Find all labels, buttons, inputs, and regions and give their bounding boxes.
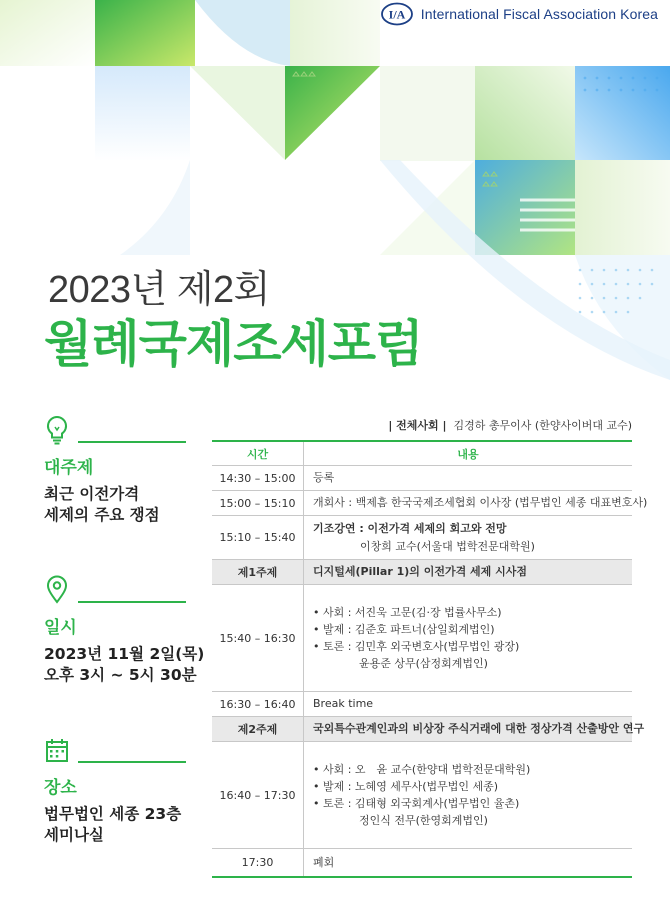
table-row (212, 849, 632, 876)
row-text: 개회사 : 백제흠 한국국제조세협회 이사장 (법무법인 세종 대표변호사) (313, 496, 648, 510)
divider (78, 761, 186, 763)
time-line: 오후 3시 ~ 5시 30분 (44, 666, 197, 685)
theme-line-2: 세제의 주요 쟁점 (44, 506, 160, 525)
session-label: 제2주제 (212, 717, 304, 741)
schedule-table (212, 440, 648, 878)
table-header (212, 442, 632, 466)
header-time: 시간 (212, 442, 304, 465)
row-time: 15:10 – 15:40 (212, 516, 304, 559)
row-time: 15:40 – 16:30 (212, 585, 304, 691)
moderator-name: 김경하 총무이사 (한양사이버대 교수) (453, 419, 632, 432)
session-2-row (212, 717, 645, 742)
theme-block (44, 415, 186, 527)
svg-text:I/A: I/A (388, 7, 406, 22)
divider (78, 441, 186, 443)
ifa-logo (379, 2, 415, 26)
org-header (379, 2, 658, 26)
row-content (304, 491, 647, 515)
table-row (212, 516, 632, 560)
moderator-line (212, 412, 632, 440)
table-row (212, 742, 632, 849)
session-1-row (212, 560, 632, 585)
row-content (304, 516, 632, 559)
moderator-label: | 전체사회 | (388, 419, 447, 432)
venue-block (44, 735, 186, 847)
row-content (304, 717, 644, 741)
row-text: Break time (313, 697, 374, 711)
row-content (304, 692, 632, 716)
moderator-entry: • 사회 : 오 윤 교수(한양대 법학전문대학원) (313, 762, 531, 776)
header-content: 내용 (457, 447, 479, 461)
row-text: 폐회 (313, 855, 335, 869)
row-time: 14:30 – 15:00 (212, 466, 304, 490)
event-title: 월례국제조세포럼 (44, 315, 423, 373)
panelist-entry: 윤용준 상무(삼정회계법인) (359, 657, 488, 671)
session-label: 제1주제 (212, 560, 304, 584)
datetime-value (44, 644, 205, 687)
event-edition-title: 2023년 제2회 (48, 269, 270, 311)
keynote-speaker: 이창희 교수(서울대 법학전문대학원) (360, 539, 535, 553)
row-time: 16:30 – 16:40 (212, 692, 304, 716)
date-line: 2023년 11월 2일(목) (44, 645, 205, 663)
venue-label: 장소 (44, 778, 77, 798)
theme-label: 대주제 (44, 458, 94, 478)
theme-value (44, 484, 186, 527)
table-row (212, 692, 632, 717)
row-time: 17:30 (212, 849, 304, 876)
session-title: 국외특수관계인과의 비상장 주식거래에 대한 정상가격 산출방안 연구 (313, 722, 645, 736)
row-time: 15:00 – 15:10 (212, 491, 304, 515)
venue-line-2: 세미나실 (44, 826, 104, 845)
theme-line-1: 최근 이전가격 (44, 485, 140, 503)
row-text: 등록 (313, 471, 335, 485)
datetime-label: 일시 (44, 618, 77, 638)
divider (78, 601, 186, 603)
row-content (304, 742, 632, 848)
table-row (212, 491, 648, 516)
row-content (304, 849, 632, 876)
row-content (304, 560, 632, 584)
venue-value (44, 804, 186, 847)
row-time: 16:40 – 17:30 (212, 742, 304, 848)
schedule (212, 412, 648, 878)
presenter-entry: • 발제 : 김준호 파트너(삼일회계법인) (313, 622, 495, 636)
moderator-entry: • 사회 : 서진욱 고문(김·장 법률사무소) (313, 605, 502, 619)
panelist-entry: • 토론 : 김민후 외국변호사(법무법인 광장) (313, 640, 520, 653)
presenter-entry: • 발제 : 노혜영 세무사(법무법인 세종) (313, 779, 499, 793)
keynote-title: 기조강연 : 이전가격 세제의 회고와 전망 (313, 522, 507, 536)
panelist-entry: 정인식 전무(한영회계법인) (359, 814, 488, 828)
session-title: 디지털세(Pillar 1)의 이전가격 세제 시사점 (313, 565, 528, 579)
table-row (212, 585, 632, 692)
datetime-block (44, 575, 205, 687)
venue-line-1: 법무법인 세종 23층 (44, 805, 182, 823)
org-name: International Fiscal Association Korea (420, 6, 658, 22)
table-row (212, 466, 632, 491)
panelist-entry: • 토론 : 김태형 외국회계사(법무법인 율촌) (313, 797, 520, 810)
row-content (304, 466, 632, 490)
row-content (304, 585, 632, 691)
